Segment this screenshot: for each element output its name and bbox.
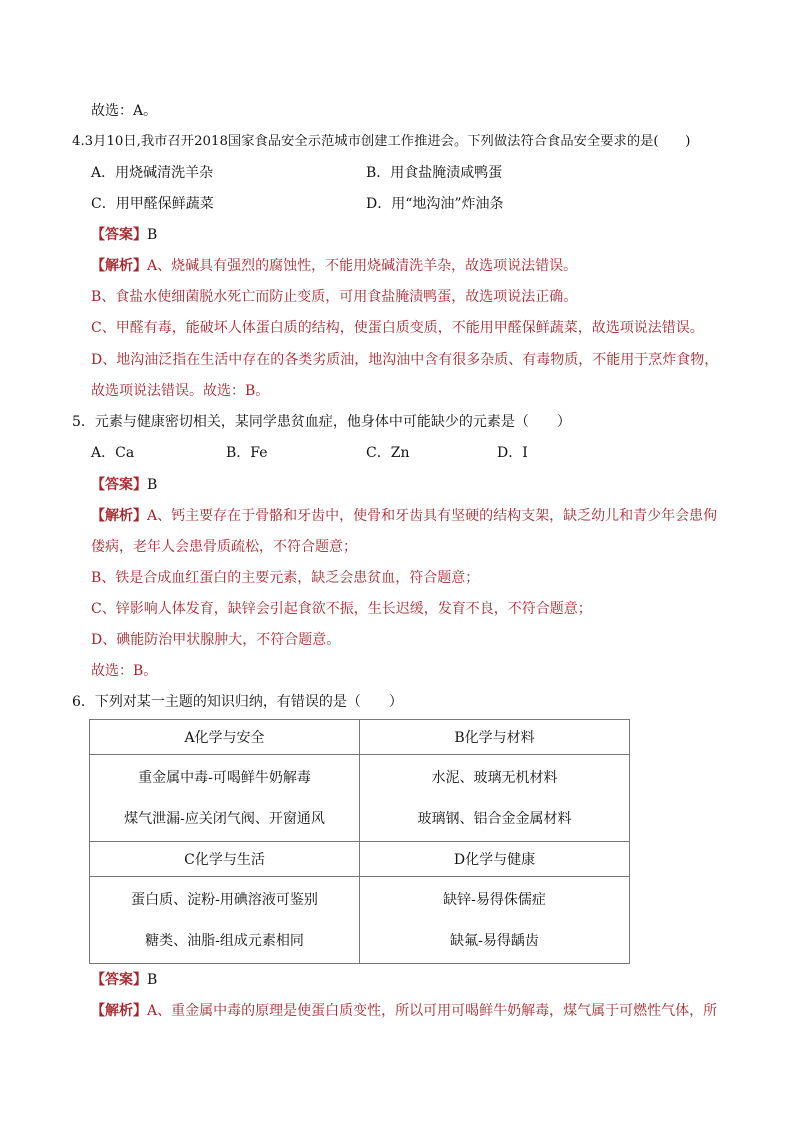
answer-value: B [147,477,158,493]
explanation-label: 【解析】 [91,508,147,524]
answer-value: B [147,972,158,988]
q6-explanation-1 [91,1001,717,1021]
q5-option-a: A．Ca [91,445,135,461]
table-cell-d-line-2: 缺氟-易得龋齿 [450,932,539,949]
q5-explanation-2: 偻病，老年人会患骨质疏松，不符合题意； [91,539,357,555]
q5-explanation-3: B、铁是合成血红蛋白的主要元素，缺乏会患贫血，符合题意； [91,570,480,586]
q4-answer [91,225,157,245]
table-cell-b [360,755,630,842]
q4-option-d: D．用“地沟油”炸油条 [366,196,504,212]
answer-label: 【答案】 [91,477,147,493]
knowledge-table [89,719,630,964]
answer-value: B [147,227,158,243]
question-4-stem: 4.3月10日,我市召开2018国家食品安全示范城市创建工作推进会。下列做法符合食品安全要求的是( ) [72,134,691,149]
q4-explanation-3: C、甲醛有毒，能破坏人体蛋白质的结构，使蛋白质变质，不能用甲醛保鲜蔬菜，故选项说法错误。 [91,320,704,336]
q4-option-a: A．用烧碱清洗羊杂 [91,165,214,181]
answer-label: 【答案】 [91,972,147,988]
explanation-text: A、钙主要存在于骨骼和牙齿中，使骨和牙齿具有坚硬的结构支架，缺乏幼儿和青少年会患佝 [147,508,718,524]
q4-explanation-2: B、食盐水使细菌脱水死亡而防止变质，可用食盐腌渍鸭蛋，故选项说法正确。 [91,289,578,305]
table-head-c: C化学与生活 [90,842,360,877]
explanation-text: A、重金属中毒的原理是使蛋白质变性，所以可用可喝鲜牛奶解毒，煤气属于可燃性气体，所 [147,1003,718,1019]
table-head-a: A化学与安全 [90,720,360,755]
q5-option-d: D．I [497,445,528,461]
table-cell-a-line-2: 煤气泄漏-应关闭气阀、开窗通风 [124,810,325,827]
explanation-label: 【解析】 [91,258,147,274]
q4-explanation-1 [91,256,577,276]
table-cell-a [90,755,360,842]
explanation-text: A、烧碱具有强烈的腐蚀性，不能用烧碱清洗羊杂，故选项说法错误。 [147,258,578,274]
q5-answer [91,475,157,495]
table-cell-c [90,877,360,964]
q4-explanation-5: 故选项说法错误。故选：B。 [91,383,270,399]
q4-explanation-4: D、地沟油泛指在生活中存在的各类劣质油，地沟油中含有很多杂质、有毒物质，不能用于烹炸食物， [91,352,719,368]
table-cell-c-line-2: 糖类、油脂-组成元素相同 [145,932,304,949]
question-6-stem: 6．下列对某一主题的知识归纳，有错误的是（ ） [72,694,403,710]
table-head-d: D化学与健康 [360,842,630,877]
answer-label: 【答案】 [91,227,147,243]
q6-answer [91,970,157,990]
q4-option-c: C．用甲醛保鲜蔬菜 [91,196,214,212]
q5-option-b: B．Fe [226,445,268,461]
explanation-label: 【解析】 [91,1003,147,1019]
table-cell-a-line-1: 重金属中毒-可喝鲜牛奶解毒 [138,769,311,786]
q5-explanation-5: D、碘能防治甲状腺肿大，不符合题意。 [91,632,341,648]
table-cell-d-line-1: 缺锌-易得侏儒症 [443,891,546,908]
table-cell-b-line-1: 水泥、玻璃无机材料 [431,769,558,786]
q5-explanation-4: C、锌影响人体发育，缺锌会引起食欲不振，生长迟缓，发育不良，不符合题意； [91,601,592,617]
q5-option-c: C．Zn [366,445,410,461]
q4-option-b: B．用食盐腌渍咸鸭蛋 [366,165,503,181]
table-head-b: B化学与材料 [360,720,630,755]
table-cell-b-line-2: 玻璃钢、铝合金金属材料 [417,810,572,827]
table-cell-c-line-1: 蛋白质、淀粉-用碘溶液可鉴别 [131,891,318,908]
q5-explanation-6: 故选：B。 [91,663,158,679]
question-5-stem: 5．元素与健康密切相关，某同学患贫血症，他身体中可能缺少的元素是（ ） [72,414,571,430]
q5-explanation-1 [91,506,717,526]
table-cell-d [360,877,630,964]
answer-line-prev: 故选：A。 [91,103,158,119]
